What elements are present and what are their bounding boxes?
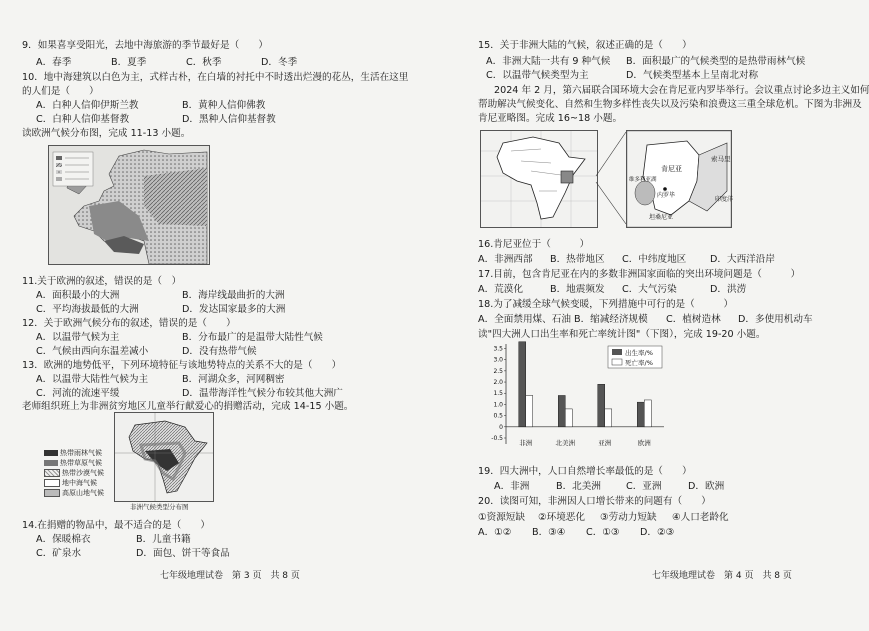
legend-swatch-death bbox=[612, 359, 622, 365]
q11-option-b[interactable]: B．海岸线最曲折的大洲 bbox=[182, 290, 285, 301]
q18-option-b[interactable]: B．缩减经济规模 bbox=[574, 314, 648, 325]
bar-death-rate bbox=[565, 409, 572, 427]
africa-map-graphic bbox=[115, 413, 213, 501]
legend-item: 地中海气候 bbox=[44, 478, 112, 488]
q14-option-c[interactable]: C．矿泉水 bbox=[36, 548, 82, 559]
q20-option-c[interactable]: C．①③ bbox=[586, 527, 620, 538]
q14-stem: 14.在捐赠的物品中，最不适合的是（ ） bbox=[22, 520, 210, 531]
kenya-map bbox=[626, 130, 732, 228]
y-tick-label: 3.5 bbox=[493, 345, 503, 353]
q11-options-row1 bbox=[36, 290, 285, 302]
x-tick-label: 非洲 bbox=[519, 439, 533, 447]
q9-stem: 9．如果喜享受阳光，去地中海旅游的季节最好是（ ） bbox=[22, 40, 268, 51]
q19-options bbox=[494, 481, 724, 493]
map-label-kenya: 肯尼亚 bbox=[661, 165, 682, 173]
q20-option-d[interactable]: D．②③ bbox=[640, 527, 675, 538]
q19-option-b[interactable]: B．北美洲 bbox=[556, 481, 601, 492]
q9-options bbox=[36, 57, 336, 69]
q12-option-d[interactable]: D．没有热带气候 bbox=[182, 346, 257, 357]
bar-death-rate bbox=[526, 395, 533, 426]
legend-label-birth: 出生率/% bbox=[625, 349, 653, 357]
q13-options-row1 bbox=[36, 374, 285, 386]
q16-option-d[interactable]: D．大西洋沿岸 bbox=[710, 254, 775, 265]
bar-birth-rate bbox=[519, 342, 526, 427]
q20-statement-3: ③劳动力短缺 bbox=[600, 512, 657, 523]
europe-climate-map bbox=[48, 145, 210, 265]
q10-option-b[interactable]: B．黄种人信仰佛教 bbox=[182, 100, 266, 111]
legend-item: 热带雨林气候 bbox=[44, 448, 112, 458]
q14-options-row1 bbox=[36, 534, 191, 546]
y-tick-label: 1.0 bbox=[493, 401, 503, 409]
bar-birth-rate bbox=[598, 384, 605, 427]
q12-options-row1 bbox=[36, 332, 323, 344]
y-tick-label: 2.5 bbox=[493, 367, 503, 375]
q12-option-c[interactable]: C．气候由西向东温差减小 bbox=[36, 346, 149, 357]
q11-option-a[interactable]: A．面积最小的大洲 bbox=[36, 290, 120, 301]
q18-option-c[interactable]: C．植树造林 bbox=[666, 314, 721, 325]
q17-option-b[interactable]: B．地震频发 bbox=[550, 284, 605, 295]
kenya-map-graphic bbox=[627, 131, 734, 227]
legend-swatch-birth bbox=[612, 349, 622, 355]
q11-stem: 11.关于欧洲的叙述，错误的是（ ） bbox=[22, 276, 182, 287]
q12-options-row2 bbox=[36, 346, 257, 358]
q15-stem: 15．关于非洲大陆的气候，叙述正确的是（ ） bbox=[478, 40, 692, 51]
q13-option-a[interactable]: A．以温带大陆性气候为主 bbox=[36, 374, 149, 385]
x-axis-labels bbox=[519, 438, 651, 447]
q9-option-c[interactable]: C．秋季 bbox=[186, 57, 222, 68]
y-tick-label: 0 bbox=[499, 423, 503, 431]
y-tick-label: 2.0 bbox=[493, 379, 503, 387]
q17-option-d[interactable]: D．洪涝 bbox=[710, 284, 747, 295]
y-tick-label: -0.5 bbox=[491, 435, 503, 442]
q16-option-b[interactable]: B．热带地区 bbox=[550, 254, 605, 265]
q13-stem: 13．欧洲的地势低平，下列环境特征与该地势特点的关系不大的是（ ） bbox=[22, 360, 342, 371]
footer-page-4: 七年级地理试卷 第 4 页 共 8 页 bbox=[652, 571, 792, 581]
q12-stem: 12．关于欧洲气候分布的叙述，错误的是（ ） bbox=[22, 318, 236, 329]
q9-option-d[interactable]: D．冬季 bbox=[261, 57, 298, 68]
q17-options bbox=[478, 284, 746, 296]
intro-16-line1: 2024 年 2 月，第六届联合国环境大会在肯尼亚内罗毕举行。会议重点讨论多边主义如何 bbox=[494, 85, 869, 96]
y-axis-ticks bbox=[491, 345, 506, 442]
q9-option-b[interactable]: B．夏季 bbox=[111, 57, 147, 68]
bar-death-rate bbox=[644, 400, 651, 427]
q10-options-row1 bbox=[36, 100, 265, 112]
intro-11-13: 读欧洲气候分布图，完成 11-13 小题。 bbox=[22, 128, 191, 139]
q18-option-a[interactable]: A．全面禁用煤、石油 bbox=[478, 314, 571, 325]
q9-option-a[interactable]: A．春季 bbox=[36, 57, 72, 68]
q13-options-row2 bbox=[36, 388, 343, 400]
x-tick-label: 欧洲 bbox=[637, 439, 651, 447]
y-tick-label: 0.5 bbox=[493, 412, 503, 420]
x-tick-label: 北美洲 bbox=[555, 439, 575, 447]
q10-option-c[interactable]: C．白种人信仰基督教 bbox=[36, 114, 130, 125]
q18-option-d[interactable]: D．多使用机动车 bbox=[738, 314, 813, 325]
africa-map bbox=[114, 412, 214, 502]
q11-options-row2 bbox=[36, 304, 285, 316]
zoom-connector-lines bbox=[596, 130, 626, 226]
q19-option-d[interactable]: D．欧洲 bbox=[688, 481, 725, 492]
q16-option-c[interactable]: C．中纬度地区 bbox=[622, 254, 687, 265]
q20-statement-1: ①资源短缺 bbox=[478, 512, 525, 523]
q15-option-d[interactable]: D．气候类型基本上呈南北对称 bbox=[626, 70, 759, 81]
africa-map-caption: 非洲气候类型分布图 bbox=[130, 503, 189, 511]
bar-death-rate bbox=[605, 409, 612, 427]
q19-stem: 19．四大洲中，人口自然增长率最低的是（ ） bbox=[478, 466, 692, 477]
y-tick-label: 1.5 bbox=[493, 390, 503, 398]
africa-outline-map bbox=[480, 130, 598, 228]
q10-option-d[interactable]: D．黑种人信仰基督教 bbox=[182, 114, 276, 125]
q20-statement-4: ④人口老龄化 bbox=[672, 512, 729, 523]
q20-stem: 20．读图可知，非洲因人口增长带来的问题有（ ） bbox=[478, 496, 711, 507]
page-3 bbox=[0, 0, 430, 631]
bar-birth-rate bbox=[558, 395, 565, 426]
q16-stem: 16.肯尼亚位于（ ） bbox=[478, 239, 590, 250]
q20-option-a[interactable]: A．①② bbox=[478, 527, 512, 538]
q15-option-a[interactable]: A．非洲大陆一共有 9 种气候 bbox=[486, 56, 611, 67]
q12-option-a[interactable]: A．以温带气候为主 bbox=[36, 332, 120, 343]
q18-stem: 18.为了减缓全球气候变暖，下列措施中可行的是（ ） bbox=[478, 299, 734, 310]
q14-options-row2 bbox=[36, 548, 230, 560]
africa-climate-legend bbox=[44, 448, 112, 498]
q17-option-a[interactable]: A．荒漠化 bbox=[478, 284, 523, 295]
population-rate-chart bbox=[482, 340, 668, 450]
q10-option-a[interactable]: A．白种人信仰伊斯兰教 bbox=[36, 100, 139, 111]
map-label-sea: 印度洋 bbox=[715, 196, 734, 203]
q11-option-c[interactable]: C．平均海拔最低的大洲 bbox=[36, 304, 139, 315]
q14-option-b[interactable]: B．儿童书籍 bbox=[136, 534, 191, 545]
africa-outline-graphic bbox=[481, 131, 597, 227]
q20-option-b[interactable]: B．③④ bbox=[532, 527, 566, 538]
q18-options bbox=[478, 314, 813, 326]
map-label-somalia: 索马里 bbox=[711, 155, 731, 163]
map-label-nairobi: 内罗毕 bbox=[657, 192, 676, 199]
q15-option-c[interactable]: C．以温带气候类型为主 bbox=[486, 70, 589, 81]
q20-statement-2: ②环境恶化 bbox=[538, 512, 585, 523]
map-label-lake: 维多利亚湖 bbox=[629, 177, 657, 183]
africa-climate-figure bbox=[44, 412, 214, 512]
q10-stem-line1: 10．地中海建筑以白色为主，式样古朴，在白墙的衬托中不时透出烂漫的花丛，生活在这里 bbox=[22, 72, 409, 83]
q15-option-b[interactable]: B．面积最广的气候类型的是热带雨林气候 bbox=[626, 56, 806, 67]
q16-options bbox=[478, 254, 775, 266]
legend-item: 热带沙漠气候 bbox=[44, 468, 112, 478]
q10-stem-line2: 的人们是（ ） bbox=[22, 86, 99, 97]
q19-option-c[interactable]: C．亚洲 bbox=[626, 481, 662, 492]
q14-option-a[interactable]: A．保暖棉衣 bbox=[36, 534, 91, 545]
chart-legend bbox=[608, 346, 662, 368]
legend-label-death: 死亡率/% bbox=[625, 359, 653, 367]
q12-option-b[interactable]: B．分布最广的是温带大陆性气候 bbox=[182, 332, 323, 343]
q13-option-d[interactable]: D．温带海洋性气候分布较其他大洲广 bbox=[182, 388, 343, 399]
intro-16-line3: 肯尼亚略图。完成 16~18 小题。 bbox=[478, 113, 623, 124]
footer-page-3: 七年级地理试卷 第 3 页 共 8 页 bbox=[160, 571, 300, 581]
y-tick-label: 3.0 bbox=[493, 356, 503, 364]
q13-option-b[interactable]: B．河湖众多，河网稠密 bbox=[182, 374, 285, 385]
q20-statements bbox=[478, 512, 729, 524]
europe-map-graphic bbox=[49, 146, 209, 264]
page-4 bbox=[430, 0, 869, 631]
x-tick-label: 亚洲 bbox=[598, 439, 612, 447]
q19-option-a[interactable]: A．非洲 bbox=[494, 481, 530, 492]
intro-19-20: 读"四大洲人口出生率和死亡率统计图"（下图），完成 19-20 小题。 bbox=[478, 329, 766, 340]
legend-item: 高原山地气候 bbox=[44, 488, 112, 498]
q10-options-row2 bbox=[36, 114, 276, 126]
q17-option-c[interactable]: C．大气污染 bbox=[622, 284, 677, 295]
bar-birth-rate bbox=[637, 402, 644, 427]
q15-options-row2 bbox=[486, 70, 758, 82]
legend-item: 热带草原气候 bbox=[44, 458, 112, 468]
map-label-tanzania: 坦桑尼亚 bbox=[649, 214, 674, 221]
intro-16-line2: 帮助解决气候变化、自然和生物多样性丧失以及污染和浪费这三重全球危机。下图为非洲及 bbox=[478, 99, 862, 110]
q20-options bbox=[478, 527, 674, 539]
q14-option-d[interactable]: D．面包、饼干等食品 bbox=[136, 548, 230, 559]
q15-options-row1 bbox=[486, 56, 805, 68]
q17-stem: 17.目前，包含肯尼亚在内的多数非洲国家面临的突出环境问题是（ ） bbox=[478, 269, 801, 280]
q16-option-a[interactable]: A．非洲西部 bbox=[478, 254, 533, 265]
q13-option-c[interactable]: C．河流的流速平缓 bbox=[36, 388, 120, 399]
intro-14-15: 老师组织班上为非洲贫穷地区儿童举行献爱心的捐赠活动，完成 14-15 小题。 bbox=[22, 401, 354, 412]
q11-option-d[interactable]: D．发达国家最多的大洲 bbox=[182, 304, 286, 315]
